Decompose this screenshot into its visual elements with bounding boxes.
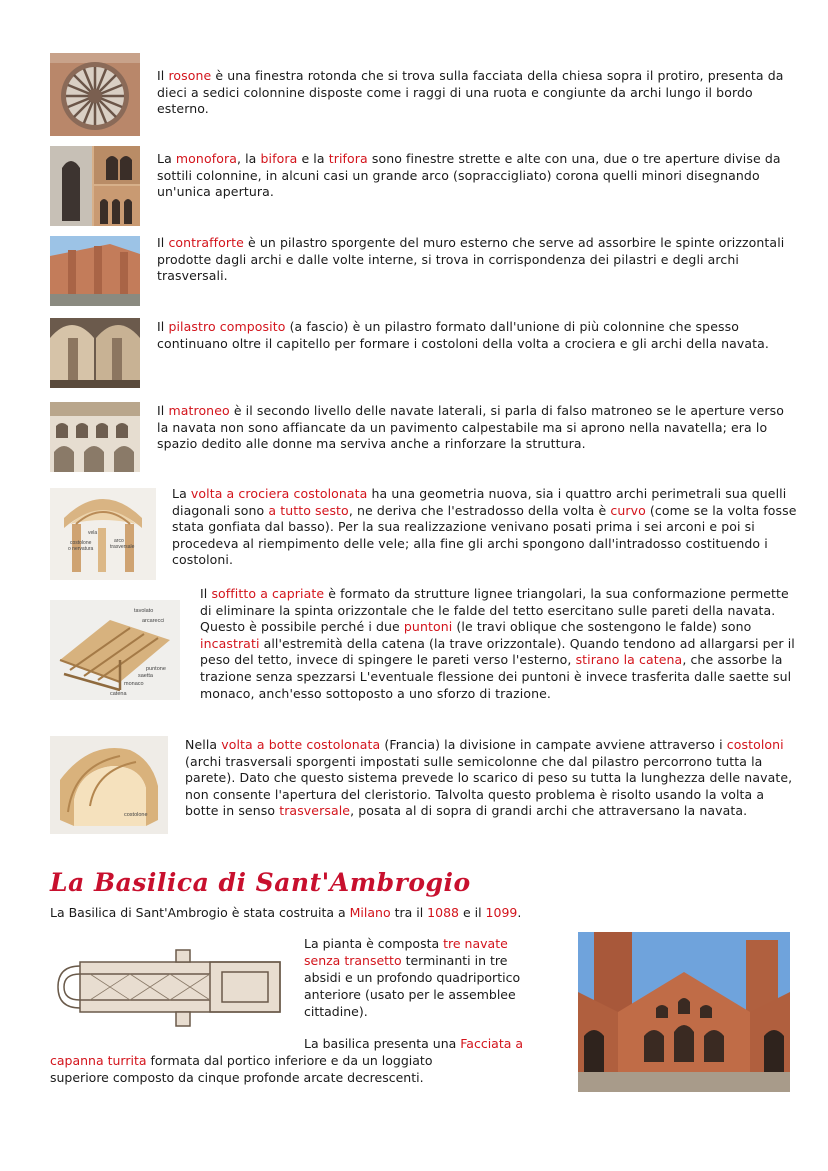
label-nervatura: o nervatura xyxy=(68,546,94,552)
term-pilastro-composito: pilastro composito xyxy=(168,319,286,334)
term-puntoni: puntoni xyxy=(403,619,453,635)
matroneo-photo xyxy=(50,402,140,472)
term-1088: 1088 xyxy=(427,905,459,920)
label-trasversale: trasversale xyxy=(110,544,135,550)
volta-botte-diagram xyxy=(50,736,168,834)
label-vela: vela xyxy=(88,530,98,536)
term-monofora: monofora xyxy=(175,151,237,166)
contrafforte-photo xyxy=(50,236,140,306)
section-contrafforte: Il contrafforte è un pilastro sporgente del muro esterno che serve ad assorbire le spinte orizzontali prodotte dagli archi e dalle volte interne, si trova in corrispondenza dei pilastri e degli archi trasversali. xyxy=(157,235,785,284)
term-bifora: bifora xyxy=(260,151,298,166)
pianta-diagram xyxy=(50,946,290,1032)
term-curvo: curvo xyxy=(610,502,646,518)
facciata-line-2: capanna turrita formata dal portico inferiore e da un loggiato xyxy=(50,1053,433,1068)
section-capriate: Il soffitto a capriate è formato da strutture lignee triangolari, la sua conformazione permette di eliminare la spinta orizzontale che le falde del tetto esercitano sulle pareti della navata. Questo è possibile perché i due puntoni (le travi oblique che sostengono le falde) sono incastrati all'estremità della catena (la trave orizzontale). Quando tendono ad allargarsi per il peso del tetto, invece di spingere le pareti verso l'esterno, stirano la catena, che assorbe la trazione senza spezzarsi L'eventuale flessione dei puntoni è invece trasferita dalle saette sul monaco, anch'esso sottoposto a uno sforzo di trazione. xyxy=(200,586,795,701)
label-saetta: saetta xyxy=(138,673,153,679)
rosone-photo xyxy=(50,53,140,136)
term-tutto-sesto: a tutto sesto xyxy=(268,502,349,518)
pianta-line-5: cittadine). xyxy=(304,1004,368,1019)
section-finestre: La monofora, la bifora e la trifora sono finestre strette e alte con una, due o tre aperture divise da sottili colonnine, in alcuni casi un grande arco (sopraccigliato) corona quelli minori disegnando un'unica apertura. xyxy=(157,151,781,200)
capriata-diagram xyxy=(50,600,180,700)
term-rosone: rosone xyxy=(168,68,212,83)
section-pilastro: Il pilastro composito (a fascio) è un pilastro formato dall'unione di più colonnine che spesso continuano oltre il capitello per formare i costoloni della volta a crociera e gli archi della navata. xyxy=(157,319,769,351)
term-soffitto-capriate: soffitto a capriate xyxy=(211,586,325,601)
label-catena: catena xyxy=(110,691,127,697)
term-trifora: trifora xyxy=(328,151,368,166)
section-matroneo: Il matroneo è il secondo livello delle navate laterali, si parla di falso matroneo se le aperture verso la navata non sono affiancate da un pavimento calpestabile ma si aprono nella navatella; era lo spazio dedito alle donne ma serviva anche a rinforzare la struttura. xyxy=(157,403,784,452)
volta-crociera-diagram xyxy=(50,488,156,580)
basilica-intro: La Basilica di Sant'Ambrogio è stata costruita a Milano tra il 1088 e il 1099. xyxy=(50,905,522,920)
term-tre-navate: tre navate xyxy=(443,936,508,951)
term-trasversale: trasversale xyxy=(279,803,351,819)
label-costolone-botte: costolone xyxy=(124,812,148,818)
facciata-line-1: La basilica presenta una Facciata a xyxy=(304,1036,524,1051)
term-volta-crociera: volta a crociera costolonata xyxy=(190,486,368,501)
facciata-line-3: superiore composto da cinque profonde arcate decrescenti. xyxy=(50,1070,424,1085)
term-costoloni: costoloni xyxy=(726,737,784,752)
term-matroneo: matroneo xyxy=(168,403,230,418)
term-capanna-turrita: capanna turrita xyxy=(50,1053,147,1068)
section-rosone: Il rosone è una finestra rotonda che si trova sulla facciata della chiesa sopra il protiro, presenta da dieci a sedici colonnine disposte come i raggi di una ruota e congiunte da archi lungo il bordo esterno. xyxy=(157,68,784,117)
label-puntone: puntone xyxy=(146,666,166,672)
term-contrafforte: contrafforte xyxy=(168,235,244,250)
pianta-line-3: absidi e un profondo quadriportico xyxy=(304,970,521,985)
label-costolone: costolone xyxy=(70,540,92,546)
term-incastrati: incastrati xyxy=(200,635,260,651)
term-milano: Milano xyxy=(349,905,391,920)
pianta-line-2: senza transetto terminanti in tre xyxy=(304,953,508,968)
label-monaco: monaco xyxy=(124,681,144,687)
basilica-title: La Basilica di Sant'Ambrogio xyxy=(50,868,471,897)
section-volta-botte: Nella volta a botte costolonata (Francia) la divisione in campate avviene attraverso i costoloni (archi trasversali sporgenti impostati sulle semicolonne che dal pilastro percorrono tutta la parete). Dato che questo sistema prevede lo scarico di peso su tutta la lunghezza delle navate, non consente l'apertura del cleristorio. Talvolta questo problema è risolto usando la volta a botte in senso trasversale, posata al di sopra di grandi archi che attraversano la navata. xyxy=(185,737,793,819)
pilastro-photo xyxy=(50,318,140,388)
basilica-photo xyxy=(578,932,790,1092)
pianta-line-1: La pianta è composta tre navate xyxy=(304,936,508,951)
pianta-line-4: anteriore (usato per le assemblee xyxy=(304,987,516,1002)
section-volta-crociera: La volta a crociera costolonata ha una geometria nuova, sia i quattro archi perimetrali sua quelli diagonali sono a tutto sesto, ne deriva che l'estradosso della volta è curvo (come se la volta fosse stata gonfiata dal basso). Per la sua realizzazione venivano posati prima i sei arconi e poi si procedeva al riempimento delle vele; alla fine gli archi spongono dall'intradosso costituendo i costoloni. xyxy=(172,486,797,568)
label-tavolato: tavolato xyxy=(134,608,154,614)
term-1099: 1099 xyxy=(485,905,518,920)
term-facciata: Facciata a xyxy=(460,1036,524,1051)
term-senza-transetto: senza transetto xyxy=(304,953,402,968)
term-stirano-catena: stirano la catena xyxy=(575,652,683,668)
term-volta-botte: volta a botte costolonata xyxy=(221,737,381,752)
monofora-photo xyxy=(50,146,140,226)
label-arco: arco xyxy=(114,538,124,544)
label-arcarecci: arcarecci xyxy=(142,618,165,624)
